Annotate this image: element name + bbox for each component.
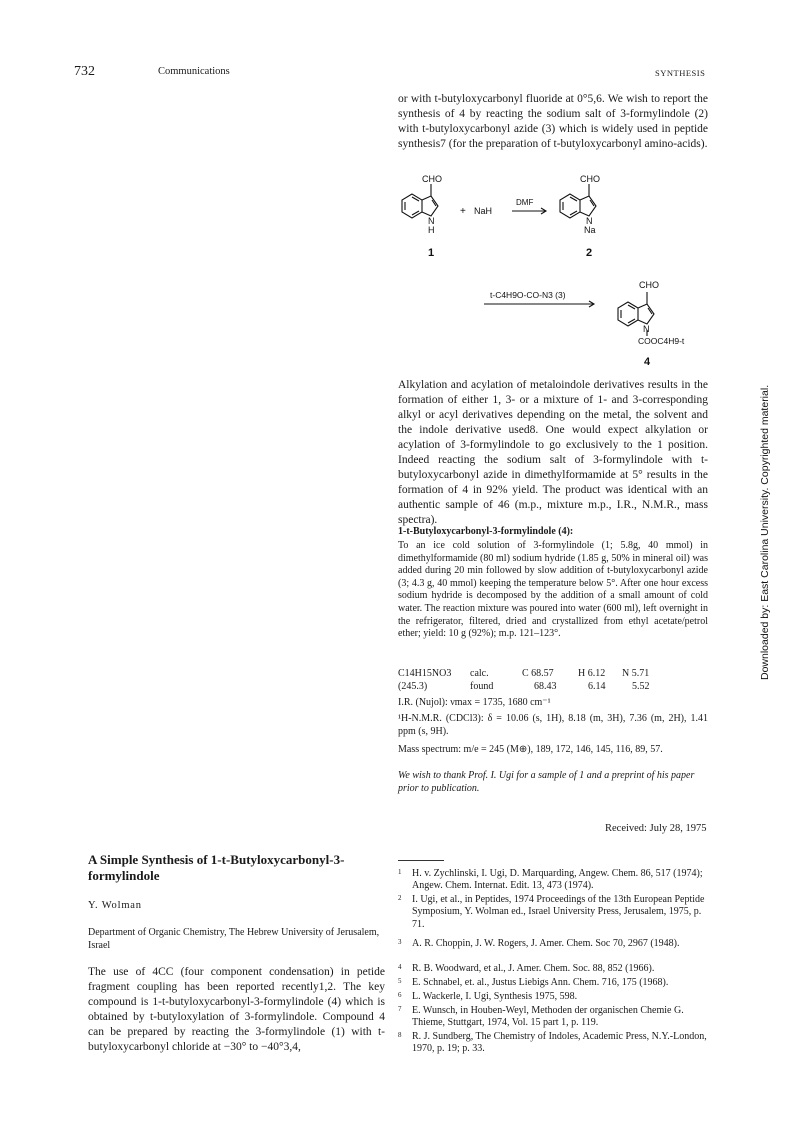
ir-data: I.R. (Nujol): νmax = 1735, 1680 cm⁻¹ (398, 697, 551, 708)
page-number: 732 (74, 64, 95, 79)
svg-text:4: 4 (644, 356, 651, 368)
formula: C14H15NO3 (398, 668, 452, 679)
reference-3: 3 A. R. Choppin, J. W. Rogers, J. Amer. Chem. Soc 70, 2967 (1948). (398, 938, 680, 949)
author-name: Y. Wolman (88, 900, 142, 911)
reference-4: 4 R. B. Woodward, et al., J. Amer. Chem. Soc. 88, 852 (1966). (398, 963, 655, 974)
svg-text:COOC4H9-t: COOC4H9-t (638, 336, 685, 346)
svg-text:1: 1 (428, 247, 435, 259)
reference-8: 8 R. J. Sundberg, The Chemistry of Indoles, Academic Press, N.Y.-London, 1970, p. 19; p. 33. (398, 1031, 707, 1055)
svg-text:N: N (643, 324, 650, 334)
reference-7: 7 E. Wunsch, in Houben-Weyl, Methoden der organischen Chemie G. Thieme, Stuttgart, 1974, Vol. 15 part 1, p. 119. (398, 1005, 684, 1029)
reference-6: 6 L. Wackerle, I. Ugi, Synthesis 1975, 598. (398, 991, 578, 1002)
intro-paragraph: or with t-butyloxycarbonyl fluoride at 0°5,6. We wish to report the synthesis of 4 by reacting the sodium salt of 3-formylindole (2) with t-butyloxycarbonyl azide (3) which is widely used in peptide synthesis7 (for the preparation of t-butyloxycarbonyl amino-acids). (398, 93, 708, 150)
svg-text:N: N (428, 216, 435, 226)
reference-2: 2 I. Ugi, et al., in Peptides, 1974 Proceedings of the 13th European Peptide Symposium, Y. Wolman ed., Israel University Press, Jerusalem, 1975, p. 71. (398, 894, 705, 930)
svg-text:t-C4H9O-CO-N3 (3): t-C4H9O-CO-N3 (3) (490, 290, 566, 300)
reference-1: 1 H. v. Zychlinski, I. Ugi, D. Marquarding, Angew. Chem. 86, 517 (1974); Angew. Chem. Internat. Edit. 13, 473 (1974). (398, 868, 703, 892)
acknowledgement: We wish to thank Prof. I. Ugi for a sample of 1 and a preprint of his paper prior to publication. (398, 770, 695, 794)
indole-structure-1 (402, 184, 438, 218)
svg-text:Na: Na (584, 225, 596, 235)
mass-spectrum: Mass spectrum: m/e = 245 (M⊕), 189, 172, 146, 145, 116, 89, 57. (398, 744, 663, 755)
svg-text:+: + (460, 206, 466, 217)
reaction-scheme (398, 172, 710, 372)
references-rule (398, 860, 444, 861)
svg-text:CHO: CHO (422, 174, 442, 184)
received-date: Received: July 28, 1975 (605, 823, 707, 834)
journal-name: SYNTHESIS (655, 68, 706, 78)
svg-text:N: N (586, 216, 593, 226)
svg-text:CHO: CHO (580, 174, 600, 184)
indole-structure-2 (560, 184, 596, 218)
download-watermark: Downloaded by: East Carolina University. Copyrighted material. (759, 384, 771, 680)
affiliation: Department of Organic Chemistry, The Hebrew University of Jerusalem, Israel (88, 927, 380, 951)
discussion-paragraph: Alkylation and acylation of metaloindole derivatives results in the formation of either 1, 3- or a mixture of 1- and 3-corresponding alkyl or acyl derivatives depending on the metal, the solvent and the indole derivative used8. One would expect alkylation or acylation of 3-formylindole to go exclusively to the 1 position. Indeed reacting the sodium salt of 3-formylindole with t-butyloxycarbonyl azide in dimethylformamide at 5° results in the formation of 4 in 92% yield. The product was identical with an authentic sample of 46 (m.p., mixture m.p., I.R., N.M.R., mass spectra). (398, 379, 708, 526)
experimental-text: To an ice cold solution of 3-formylindole (1; 5.8g, 40 mmol) in dimethylformamide (80 ml) sodium hydride (1.85 g, 50% in mineral oil) was added during 20 min followed by slow addition of t-butyloxycarbonyl azide (3; 4.3 g, 40 mmol) keeping the temperature below 5°. After one hour excess sodium hydride is decomposed by the addition of a small amount of cold water. The reaction mixture was poured into water (600 ml), left overnight in the refrigerator, filtered, dried and crystallized from ethyl acetate/petrol ether; yield: 10 g (92%); m.p. 121–123°. (398, 540, 708, 640)
svg-text:CHO: CHO (639, 280, 659, 290)
nmr-data: ¹H-N.M.R. (CDCl3): δ = 10.06 (s, 1H), 8.18 (m, 3H), 7.36 (m, 2H), 1.41 ppm (s, 9H). (398, 713, 708, 737)
reference-5: 5 E. Schnabel, et. al., Justus Liebigs Ann. Chem. 716, 175 (1968). (398, 977, 669, 988)
svg-text:2: 2 (586, 247, 593, 259)
body-paragraph: The use of 4CC (four component condensation) in petide fragment coupling has been reported recently1,2. The key compound is 1-t-butyloxycarbonyl-3-formylindole (4) which is obtained by t-butyloxylation of 3-formylindole. Compound 4 can be prepared by reacting the 3-formylindole (1) with t-butyloxycarbonyl chloride at −30° to −40°3,4, (88, 966, 385, 1053)
svg-text:NaH: NaH (474, 206, 493, 216)
elemental-analysis: C14H15NO3 calc. C 68.57 H 6.12 N 5.71 (245.3) found 68.43 6.14 5.52 (398, 668, 650, 692)
experimental-title: 1-t-Butyloxycarbonyl-3-formylindole (4): (398, 526, 574, 537)
section-title: Communications (158, 66, 230, 77)
article-title: A Simple Synthesis of 1-t-Butyloxycarbonyl-3-formylindole (88, 852, 345, 883)
svg-text:H: H (428, 225, 435, 235)
svg-text:DMF: DMF (516, 198, 534, 207)
